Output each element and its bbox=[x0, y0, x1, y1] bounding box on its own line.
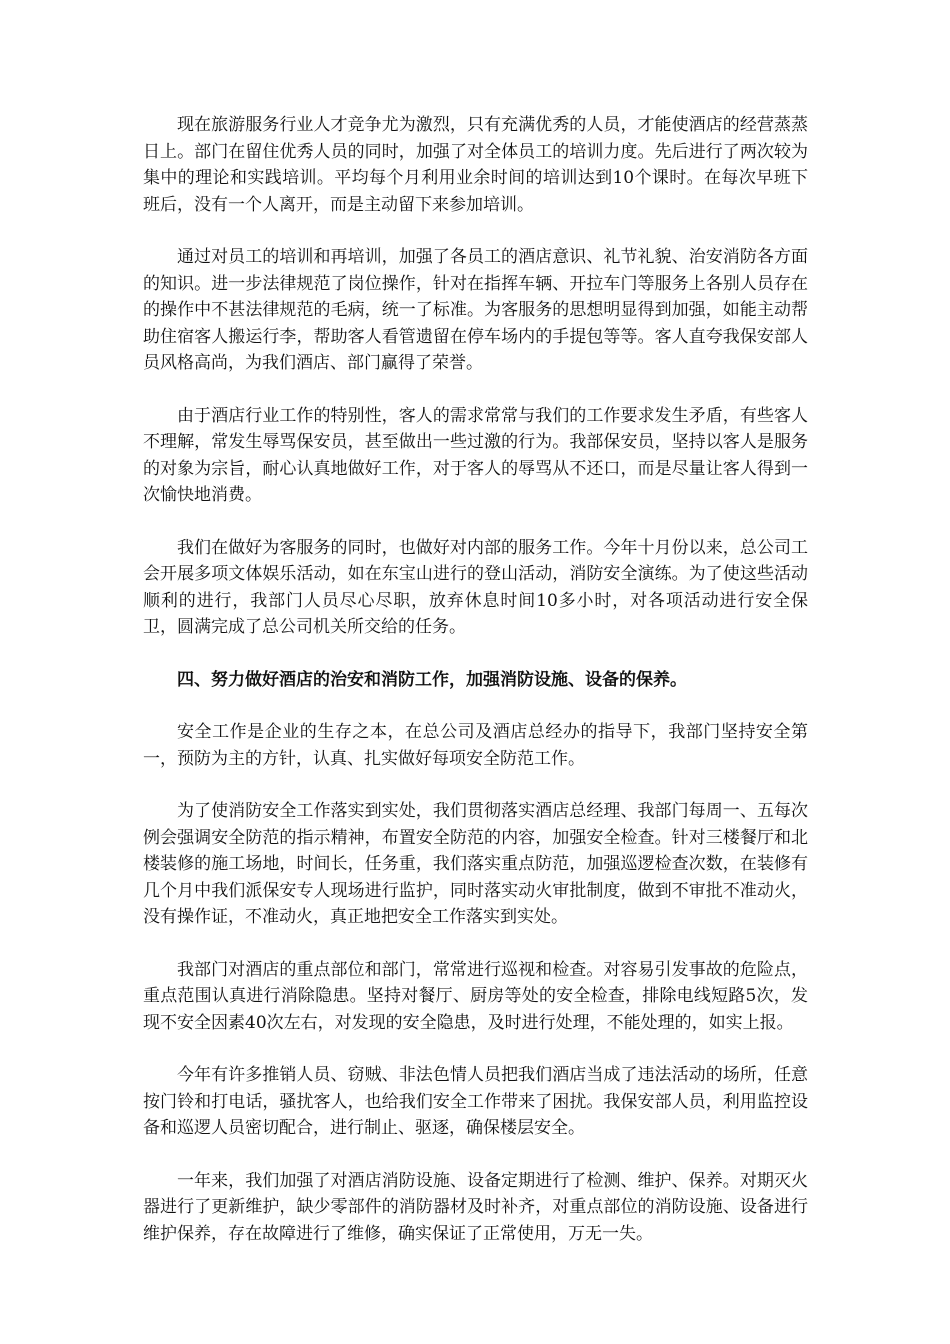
paragraph-training-results: 通过对员工的培训和再培训，加强了各员工的酒店意识、礼节礼貌、治安消防各方面的知识。进一步法律规范了岗位操作，针对在指挥车辆、开拉车门等服务上各别人员存在的操作中不甚法律规范的毛病，统一了标准。为客服务的思想明显得到加强，如能主动帮助住宿客人搬运行李，帮助客人看管遗留在停车场内的手提包等等。客人直夸我保安部人员风格高尚，为我们酒店、部门赢得了荣誉。 bbox=[143, 247, 808, 373]
document-page bbox=[143, 112, 808, 1273]
paragraph-safety-principle: 安全工作是企业的生存之本，在总公司及酒店总经办的指导下，我部门坚持安全第一，预防为主的方针，认真、扎实做好每项安全防范工作。 bbox=[143, 722, 808, 769]
paragraph-inspections: 我部门对酒店的重点部位和部门，常常进行巡视和检查。对容易引发事故的危险点，重点范围认真进行消除隐患。坚持对餐厅、厨房等处的安全检查，排除电线短路5次，发现不安全因素40次左右，对发现的安全隐患，及时进行处理，不能处理的，如实上报。 bbox=[143, 959, 808, 1033]
paragraph-guest-conflicts: 由于酒店行业工作的特别性，客人的需求常常与我们的工作要求发生矛盾，有些客人不理解，常发生辱骂保安员，甚至做出一些过激的行为。我部保安员，坚持以客人是服务的对象为宗旨，耐心认真地做好工作，对于客人的辱骂从不还口，而是尽量让客人得到一次愉快地消费。 bbox=[143, 405, 808, 505]
paragraph-staff-training: 现在旅游服务行业人才竞争尤为激烈，只有充满优秀的人员，才能使酒店的经营蒸蒸日上。部门在留住优秀人员的同时，加强了对全体员工的培训力度。先后进行了两次较为集中的理论和实践培训。平均每个月利用业余时间的培训达到10个课时。在每次早班下班后，没有一个人离开，而是主动留下来参加培训。 bbox=[143, 115, 808, 215]
paragraph-intruders: 今年有许多推销人员、窃贼、非法色情人员把我们酒店当成了违法活动的场所，任意按门铃和打电话，骚扰客人，也给我们安全工作带来了困扰。我保安部人员，利用监控设备和巡逻人员密切配合，进行制止、驱逐，确保楼层安全。 bbox=[143, 1065, 808, 1138]
section-heading: 四、努力做好酒店的治安和消防工作，加强消防设施、设备的保养。 bbox=[177, 669, 687, 690]
paragraph-equipment-maintenance: 一年来，我们加强了对酒店消防设施、设备定期进行了检测、维护、保养。对期灭火器进行了更新维护，缺少零部件的消防器材及时补齐，对重点部位的消防设施、设备进行维护保养，存在故障进行了维修，确实保证了正常使用，万无一失。 bbox=[143, 1170, 808, 1244]
paragraph-internal-service: 我们在做好为客服务的同时，也做好对内部的服务工作。今年十月份以来，总公司工会开展多项文体娱乐活动，如在东宝山进行的登山活动，消防安全演练。为了使这些活动顺利的进行，我部门人员尽心尽职，放弃休息时间10多小时，对各项活动进行安全保卫，圆满完成了总公司机关所交给的任务。 bbox=[143, 537, 808, 637]
paragraph-fire-safety: 为了使消防安全工作落实到实处，我们贯彻落实酒店总经理、我部门每周一、五每次例会强调安全防范的指示精神，布置安全防范的内容，加强安全检查。针对三楼餐厅和北楼装修的施工场地，时间长，任务重，我们落实重点防范，加强巡逻检查次数，在装修有几个月中我们派保安专人现场进行监护，同时落实动火审批制度，做到不审批不准动火，没有操作证，不准动火，真正地把安全工作落实到实处。 bbox=[143, 801, 808, 927]
